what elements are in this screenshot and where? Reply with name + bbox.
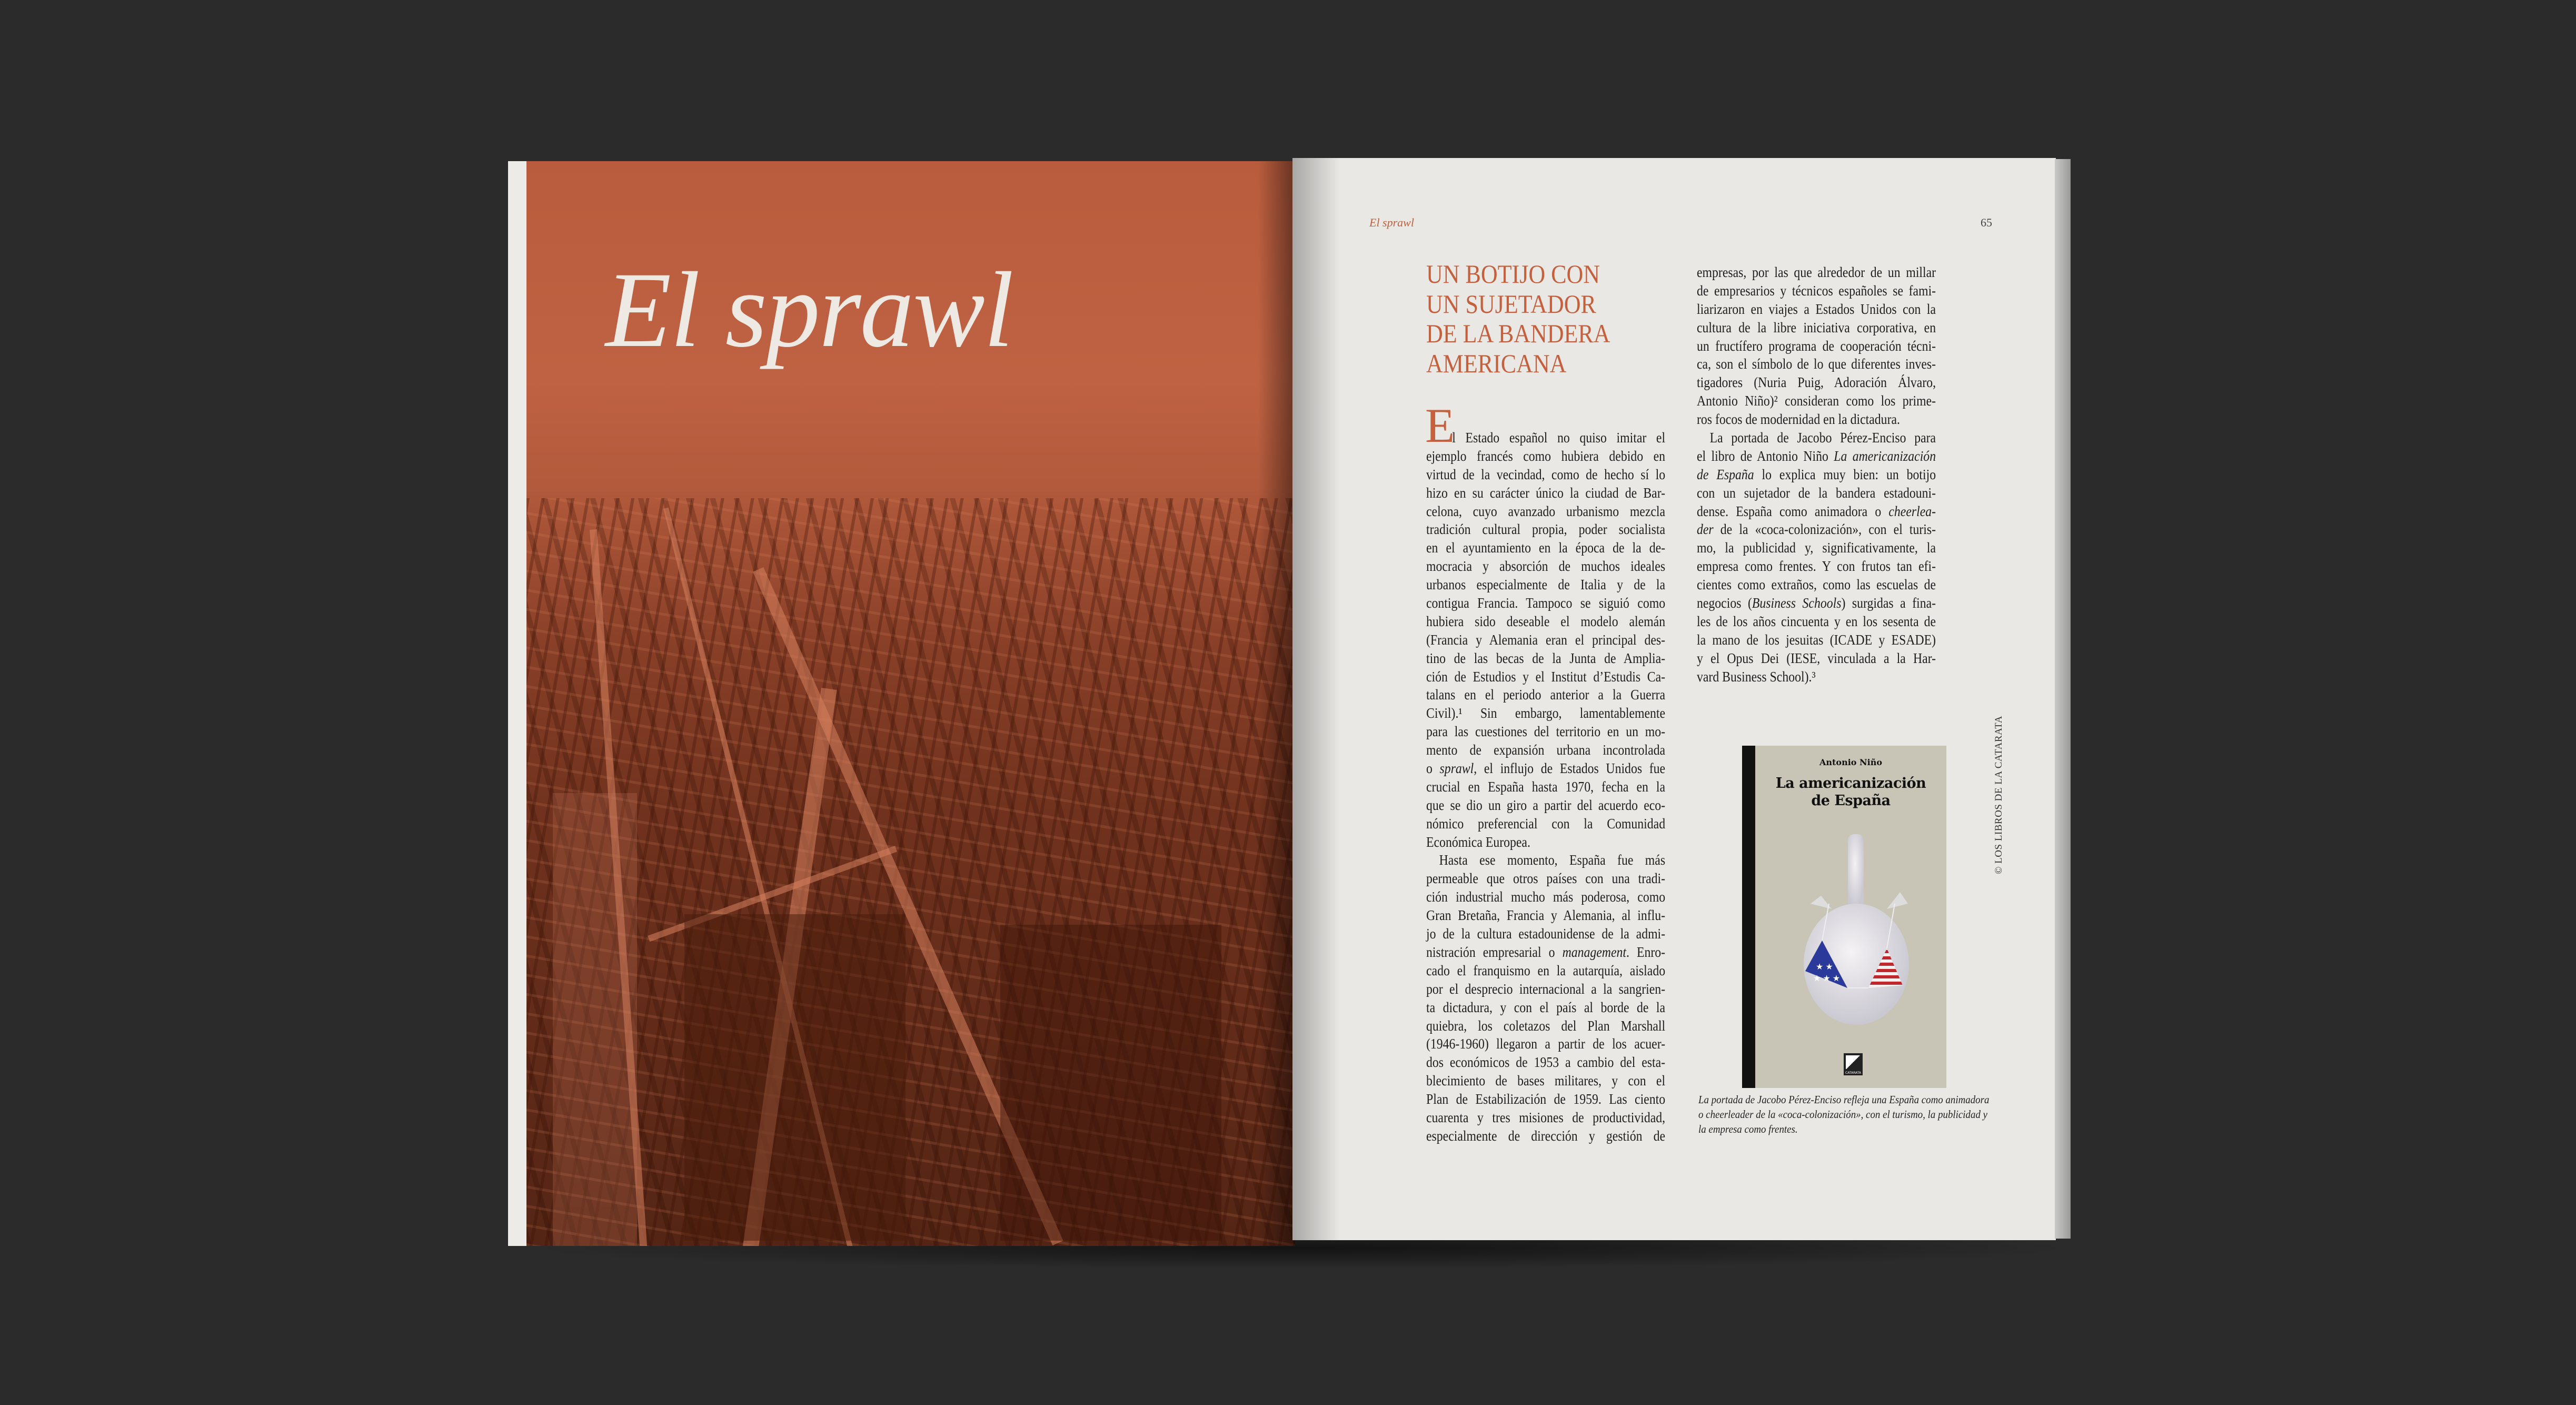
italic-text: sprawl <box>1439 760 1474 777</box>
italic-text: de España <box>1697 466 1754 482</box>
text-line: en el ayuntamiento en la época de la de- <box>1426 540 1666 556</box>
text-line: celona, cuyo avanzado urbanismo mezcla <box>1426 503 1666 519</box>
text-line: La portada de Jacobo Pérez-Enciso para <box>1709 430 1936 446</box>
text-line: Plan de Estabilización de 1959. Las ciento <box>1426 1091 1666 1107</box>
text-line: liarizaron en viajes a Estados Unidos con la <box>1697 301 1936 317</box>
text-line: para las cuestiones del territorio en un mo- <box>1426 724 1666 740</box>
heading-line: UN SUJETADOR <box>1426 289 1596 319</box>
cover-title <box>1755 775 1946 809</box>
text-line: hubiera sido deseable el modelo alemán <box>1426 613 1666 629</box>
drop-cap: E <box>1425 399 1455 452</box>
text-line: contigua Francia. Tampoco se siguió como <box>1426 595 1666 611</box>
text-span: ) surgidas a fina- <box>1841 595 1936 611</box>
botijo-icon <box>1789 830 1926 1030</box>
text-line: empresa como frentes. Y con frutos tan efi- <box>1697 558 1936 575</box>
text-line: ca, son el símbolo de lo que diferentes inves- <box>1697 356 1936 372</box>
star-icon: ★ ★ <box>1816 963 1833 972</box>
text-line: tradición cultural propia, poder socialista <box>1426 521 1666 538</box>
text-line: dos económicos de 1953 a cambio del esta- <box>1426 1054 1666 1071</box>
italic-text: management <box>1562 944 1626 960</box>
text-line: Económica Europea. <box>1426 834 1530 850</box>
text-line: Antonio Niño)² consideran como los prime- <box>1697 393 1936 409</box>
italic-text: cheerlea- <box>1888 503 1936 519</box>
text-span: dense. España como animadora o <box>1697 503 1889 519</box>
heading-line: UN BOTIJO CON <box>1426 259 1600 289</box>
text-line <box>1426 943 1665 962</box>
book-cover-image <box>1742 746 1946 1088</box>
text-line: blecimiento de bases militares, y con el <box>1426 1073 1666 1089</box>
text-line: tigadores (Nuria Puig, Adoración Álvaro, <box>1697 374 1936 391</box>
text-line: con un sujetador de la bandera estadouni- <box>1697 484 1936 501</box>
text-line: (1946-1960) llegaron a partir de los acuer- <box>1426 1036 1666 1052</box>
text-line: cientes como extraños, como las escuelas de <box>1697 577 1936 593</box>
cover-title-line: de España <box>1811 793 1891 809</box>
page-number: 65 <box>1981 216 1992 229</box>
cover-spine <box>1742 746 1755 1088</box>
text-line <box>1697 594 1936 612</box>
text-line: l Estado español no quiso imitar el <box>1452 430 1666 446</box>
figure-caption <box>1698 1092 1992 1136</box>
text-line <box>1426 759 1665 778</box>
text-line: urbanos especialmente de Italia y de la <box>1426 577 1666 593</box>
section-heading <box>1426 259 1610 378</box>
publisher-name: CATARATA <box>1845 1071 1861 1075</box>
text-line: nómico preferencial con la Comunidad <box>1426 815 1666 832</box>
text-line: empresas, por las que alrededor de un millar <box>1697 264 1936 280</box>
text-span: el libro de Antonio Niño <box>1697 448 1834 464</box>
caption-line: la empresa como frentes. <box>1698 1123 1798 1135</box>
caption-line: La portada de Jacobo Pérez-Enciso refleja una España como animadora <box>1698 1093 1990 1106</box>
italic-text: Business Schools <box>1752 595 1842 611</box>
text-line: mento de expansión urbana incontrolada <box>1426 742 1666 758</box>
text-span: , el influjo de Estados Unidos fue <box>1474 760 1666 777</box>
text-span: negocios ( <box>1697 595 1752 611</box>
text-span: nistración empresarial o <box>1426 944 1563 960</box>
body-column-1 <box>1426 429 1665 1145</box>
text-line: Hasta ese momento, España fue más <box>1439 852 1666 868</box>
text-line: cultura de la libre iniciativa corporativa, en <box>1697 319 1936 335</box>
text-line <box>1697 502 1936 521</box>
text-line: ción industrial mucho más poderosa, como <box>1426 889 1666 905</box>
caption-line: o cheerleader de la «coca-colonización», con el turismo, la publicidad y <box>1698 1108 1988 1121</box>
italic-text: der <box>1697 521 1714 538</box>
text-line: virtud de la vecindad, como de hecho sí lo <box>1426 466 1666 482</box>
text-span: de la «coca-colonización», con el turis- <box>1713 521 1936 538</box>
text-line: que se dio un giro a partir del acuerdo eco- <box>1426 797 1666 813</box>
page-stack-edge <box>2055 159 2071 1239</box>
body-column-2 <box>1697 263 1936 686</box>
star-icon: ★ ★ ★ <box>1813 974 1841 983</box>
text-span: . Enro- <box>1626 944 1666 960</box>
text-line: Civil).¹ Sin embargo, lamentablemente <box>1426 705 1666 721</box>
text-line: cuarenta y tres misiones de productividad, <box>1426 1109 1666 1125</box>
text-line: mo, la publicidad y, significativamente, la <box>1697 540 1936 556</box>
gutter-shadow <box>1258 161 1295 1246</box>
text-line: hizo en su carácter único la ciudad de Bar- <box>1426 484 1666 501</box>
heading-line: AMERICANA <box>1426 348 1567 378</box>
chapter-title: El sprawl <box>605 250 1013 370</box>
text-line: Gran Bretaña, Francia y Alemania, al influ- <box>1426 907 1666 924</box>
text-line: por el desprecio internacional a la sangrien- <box>1426 981 1666 997</box>
text-line: vard Business School).³ <box>1697 668 1816 685</box>
left-page <box>508 161 1295 1246</box>
text-line: talans en el periodo anterior a la Guerra <box>1426 687 1666 703</box>
cover-author: Antonio Niño <box>1819 757 1883 767</box>
text-line: ejemplo francés como hubiera debido en <box>1426 448 1666 464</box>
italic-text: La americanización <box>1834 448 1936 464</box>
text-line: de empresarios y técnicos españoles se fami- <box>1697 282 1936 299</box>
text-line: permeable que otros países con una tradi- <box>1426 870 1666 887</box>
text-line <box>1697 447 1936 466</box>
text-line: ta dictadura, y con el país al borde de la <box>1426 999 1666 1015</box>
text-line <box>1697 520 1936 539</box>
publisher-logo <box>1844 1053 1863 1075</box>
heading-line: DE LA BANDERA <box>1426 319 1610 348</box>
building-row <box>553 793 637 1246</box>
vacant-lot <box>684 914 906 1241</box>
text-line: un fructífero programa de cooperación técni- <box>1697 338 1936 354</box>
text-line: ros focos de modernidad en la dictadura. <box>1697 411 1900 428</box>
running-head: El sprawl <box>1369 216 1414 229</box>
text-line: tino de las becas de la Junta de Amplia- <box>1426 650 1666 666</box>
cover-title-line: La americanización <box>1775 775 1926 791</box>
text-line: y el Opus Dei (IESE, vinculada a la Har- <box>1697 650 1936 666</box>
building-block <box>1000 925 1221 1241</box>
text-line: ción de Estudios y el Institut d’Estudis Ca- <box>1426 668 1666 685</box>
text-span: o <box>1426 760 1440 777</box>
text-line: jo de la cultura estadounidense de la admi- <box>1426 926 1666 942</box>
text-line: (Francia y Alemania eran el principal des- <box>1426 631 1666 648</box>
gutter-shadow <box>1292 158 1340 1240</box>
text-line: cado el franquismo en la autarquía, aislado <box>1426 962 1666 978</box>
text-line: crucial en España hasta 1970, fecha en la <box>1426 778 1666 795</box>
aerial-photo <box>526 161 1295 1246</box>
text-line: especialmente de dirección y gestión de <box>1426 1127 1666 1144</box>
text-span: lo explica muy bien: un botijo <box>1754 466 1936 482</box>
photo-credit: © LOS LIBROS DE LA CATARATA <box>1993 716 2004 874</box>
text-line: quiebra, los coletazos del Plan Marshall <box>1426 1017 1666 1034</box>
text-line: les de los años cincuenta y en los sesenta de <box>1697 613 1936 629</box>
text-line: la mano de los jesuitas (ICADE y ESADE) <box>1697 631 1936 648</box>
text-line: mocracia y absorción de muchos ideales <box>1426 558 1666 575</box>
text-line <box>1697 466 1936 484</box>
